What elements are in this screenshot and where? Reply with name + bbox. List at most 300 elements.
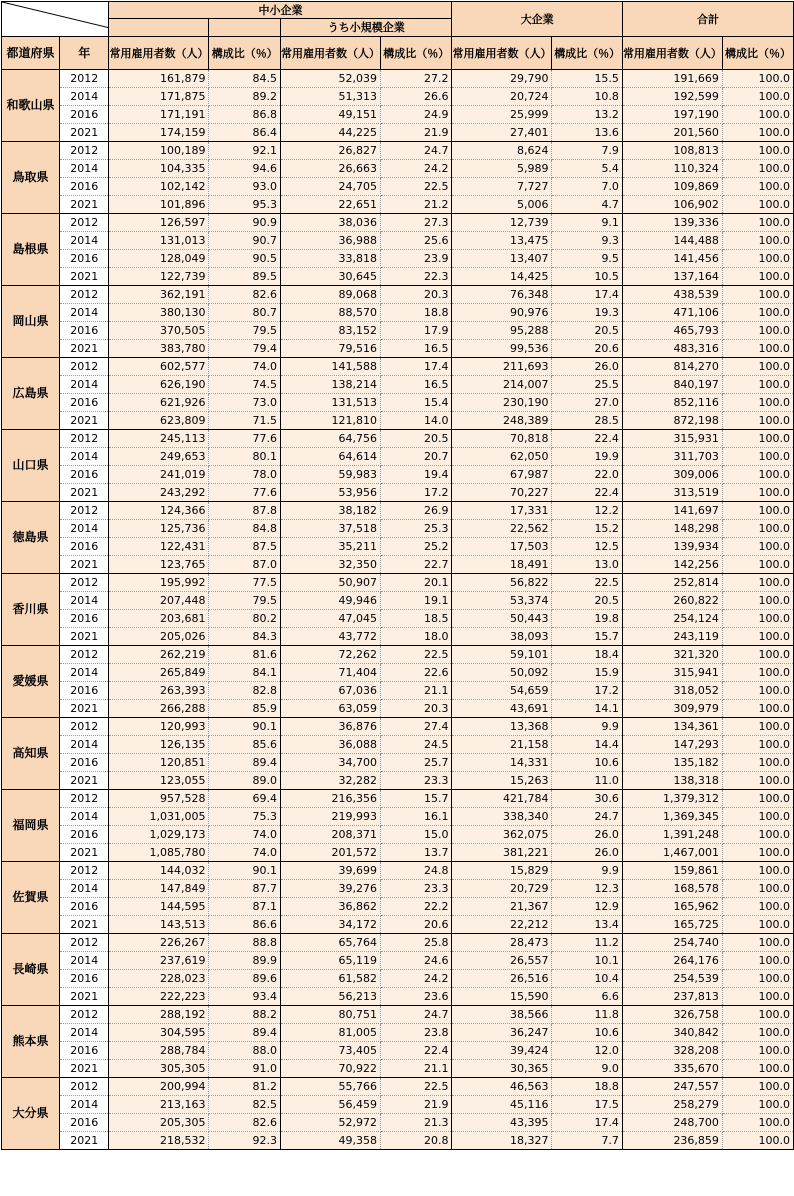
table-header [2,2,794,70]
table-row [2,376,794,394]
sme-ratio-cell: 87.7 [209,880,280,898]
large-ratio-cell: 12.5 [552,538,622,556]
total-employees-cell: 321,320 [622,646,722,664]
small-employees-cell: 38,182 [280,502,380,520]
small-ratio-cell: 22.6 [380,664,451,682]
year-cell: 2016 [60,394,109,412]
total-employees-cell: 197,190 [622,106,722,124]
large-employees-cell: 14,425 [452,268,552,286]
small-ratio-cell: 27.4 [380,718,451,736]
total-ratio-cell: 100.0 [722,610,793,628]
small-ratio-cell: 22.5 [380,1078,451,1096]
sme-ratio-cell: 95.3 [209,196,280,214]
small-employees-cell: 201,572 [280,844,380,862]
sme-ratio-cell: 80.7 [209,304,280,322]
prefecture-name: 山口県 [2,430,60,502]
large-ratio-cell: 15.2 [552,520,622,538]
sme-employees-cell: 249,653 [109,448,209,466]
header-prefecture: 都道府県 [2,37,60,70]
sme-ratio-cell: 84.8 [209,520,280,538]
large-employees-cell: 362,075 [452,826,552,844]
small-ratio-cell: 21.9 [380,124,451,142]
small-employees-cell: 32,350 [280,556,380,574]
total-employees-cell: 1,467,001 [622,844,722,862]
small-employees-cell: 64,756 [280,430,380,448]
total-ratio-cell: 100.0 [722,196,793,214]
table-row [2,304,794,322]
large-employees-cell: 36,247 [452,1024,552,1042]
table-row [2,1024,794,1042]
sme-employees-cell: 122,739 [109,268,209,286]
sme-employees-cell: 147,849 [109,880,209,898]
large-ratio-cell: 26.0 [552,826,622,844]
sme-employees-cell: 305,305 [109,1060,209,1078]
year-cell: 2021 [60,844,109,862]
total-ratio-cell: 100.0 [722,1114,793,1132]
table-row [2,808,794,826]
header-sme-spacer [209,19,280,37]
total-ratio-cell: 100.0 [722,178,793,196]
year-cell: 2016 [60,106,109,124]
table-row [2,430,794,448]
year-cell: 2016 [60,322,109,340]
table-row [2,358,794,376]
total-ratio-cell: 100.0 [722,682,793,700]
sme-employees-cell: 304,595 [109,1024,209,1042]
header-total-employees: 常用雇用者数（人） [622,37,722,70]
sme-ratio-cell: 80.2 [209,610,280,628]
total-employees-cell: 165,962 [622,898,722,916]
total-ratio-cell: 100.0 [722,862,793,880]
large-employees-cell: 7,727 [452,178,552,196]
sme-ratio-cell: 94.6 [209,160,280,178]
prefecture-name: 愛媛県 [2,646,60,718]
sme-employees-cell: 120,851 [109,754,209,772]
year-cell: 2012 [60,286,109,304]
small-ratio-cell: 21.2 [380,196,451,214]
table-row [2,340,794,358]
total-employees-cell: 147,293 [622,736,722,754]
sme-ratio-cell: 77.6 [209,484,280,502]
total-ratio-cell: 100.0 [722,322,793,340]
large-employees-cell: 17,331 [452,502,552,520]
total-employees-cell: 340,842 [622,1024,722,1042]
large-ratio-cell: 11.8 [552,1006,622,1024]
sme-ratio-cell: 89.5 [209,268,280,286]
large-ratio-cell: 19.3 [552,304,622,322]
large-ratio-cell: 12.3 [552,880,622,898]
corner-diagonal [2,2,109,35]
table-row [2,520,794,538]
total-ratio-cell: 100.0 [722,286,793,304]
small-employees-cell: 73,405 [280,1042,380,1060]
sme-ratio-cell: 82.6 [209,286,280,304]
large-employees-cell: 53,374 [452,592,552,610]
year-cell: 2014 [60,160,109,178]
table-row [2,628,794,646]
small-ratio-cell: 24.7 [380,1006,451,1024]
large-employees-cell: 38,093 [452,628,552,646]
year-cell: 2014 [60,592,109,610]
total-employees-cell: 254,740 [622,934,722,952]
large-ratio-cell: 26.0 [552,844,622,862]
large-ratio-cell: 18.8 [552,1078,622,1096]
year-cell: 2016 [60,754,109,772]
sme-ratio-cell: 73.0 [209,394,280,412]
small-employees-cell: 43,772 [280,628,380,646]
total-ratio-cell: 100.0 [722,304,793,322]
small-employees-cell: 81,005 [280,1024,380,1042]
small-employees-cell: 70,922 [280,1060,380,1078]
large-ratio-cell: 30.6 [552,790,622,808]
small-employees-cell: 36,876 [280,718,380,736]
large-employees-cell: 13,368 [452,718,552,736]
large-ratio-cell: 5.4 [552,160,622,178]
small-employees-cell: 65,119 [280,952,380,970]
small-employees-cell: 71,404 [280,664,380,682]
large-ratio-cell: 11.0 [552,772,622,790]
large-ratio-cell: 28.5 [552,412,622,430]
table-row [2,232,794,250]
large-ratio-cell: 10.6 [552,1024,622,1042]
large-ratio-cell: 17.5 [552,1096,622,1114]
sme-ratio-cell: 90.5 [209,250,280,268]
small-ratio-cell: 27.3 [380,214,451,232]
header-sme: 中小企業 [109,2,452,19]
small-employees-cell: 138,214 [280,376,380,394]
year-cell: 2021 [60,556,109,574]
total-employees-cell: 264,176 [622,952,722,970]
table-row [2,952,794,970]
sme-employees-cell: 380,130 [109,304,209,322]
table-row [2,646,794,664]
small-employees-cell: 26,827 [280,142,380,160]
large-employees-cell: 15,590 [452,988,552,1006]
large-ratio-cell: 26.0 [552,358,622,376]
large-ratio-cell: 13.0 [552,556,622,574]
sme-ratio-cell: 86.4 [209,124,280,142]
sme-employees-cell: 245,113 [109,430,209,448]
table-row [2,988,794,1006]
header-total: 合計 [622,2,793,37]
year-cell: 2014 [60,952,109,970]
header-sme-spacer [109,19,209,37]
large-ratio-cell: 14.4 [552,736,622,754]
sme-employees-cell: 1,029,173 [109,826,209,844]
year-cell: 2016 [60,1114,109,1132]
total-employees-cell: 465,793 [622,322,722,340]
small-ratio-cell: 21.3 [380,1114,451,1132]
small-ratio-cell: 16.5 [380,340,451,358]
sme-employees-cell: 104,335 [109,160,209,178]
sme-employees-cell: 126,135 [109,736,209,754]
small-employees-cell: 121,810 [280,412,380,430]
large-employees-cell: 76,348 [452,286,552,304]
small-employees-cell: 63,059 [280,700,380,718]
large-ratio-cell: 15.7 [552,628,622,646]
table-row [2,1132,794,1150]
total-employees-cell: 243,119 [622,628,722,646]
large-employees-cell: 99,536 [452,340,552,358]
total-ratio-cell: 100.0 [722,448,793,466]
year-cell: 2016 [60,826,109,844]
sme-employees-cell: 143,513 [109,916,209,934]
small-ratio-cell: 25.6 [380,232,451,250]
sme-employees-cell: 383,780 [109,340,209,358]
total-employees-cell: 139,934 [622,538,722,556]
sme-employees-cell: 126,597 [109,214,209,232]
sme-ratio-cell: 84.3 [209,628,280,646]
sme-ratio-cell: 88.2 [209,1006,280,1024]
sme-employees-cell: 100,189 [109,142,209,160]
total-ratio-cell: 100.0 [722,1006,793,1024]
table-row [2,178,794,196]
table-row [2,700,794,718]
large-employees-cell: 338,340 [452,808,552,826]
table-row [2,268,794,286]
small-employees-cell: 44,225 [280,124,380,142]
sme-employees-cell: 262,219 [109,646,209,664]
year-cell: 2021 [60,1060,109,1078]
total-ratio-cell: 100.0 [722,556,793,574]
prefecture-name: 香川県 [2,574,60,646]
total-employees-cell: 168,578 [622,880,722,898]
total-employees-cell: 142,256 [622,556,722,574]
sme-ratio-cell: 89.6 [209,970,280,988]
total-employees-cell: 159,861 [622,862,722,880]
year-cell: 2014 [60,376,109,394]
sme-ratio-cell: 80.1 [209,448,280,466]
large-ratio-cell: 7.9 [552,142,622,160]
table-row [2,556,794,574]
total-employees-cell: 328,208 [622,1042,722,1060]
sme-employees-cell: 213,163 [109,1096,209,1114]
large-ratio-cell: 12.0 [552,1042,622,1060]
large-ratio-cell: 10.5 [552,268,622,286]
header-small-employees: 常用雇用者数（人） [280,37,380,70]
large-ratio-cell: 15.9 [552,664,622,682]
large-ratio-cell: 17.2 [552,682,622,700]
total-employees-cell: 254,124 [622,610,722,628]
small-employees-cell: 36,862 [280,898,380,916]
small-employees-cell: 208,371 [280,826,380,844]
table-row [2,970,794,988]
prefecture-name: 佐賀県 [2,862,60,934]
sme-employees-cell: 205,026 [109,628,209,646]
total-employees-cell: 1,369,345 [622,808,722,826]
year-cell: 2014 [60,880,109,898]
sme-employees-cell: 101,896 [109,196,209,214]
sme-employees-cell: 222,223 [109,988,209,1006]
sme-employees-cell: 125,736 [109,520,209,538]
large-ratio-cell: 4.7 [552,196,622,214]
sme-ratio-cell: 69.4 [209,790,280,808]
small-ratio-cell: 16.1 [380,808,451,826]
year-cell: 2021 [60,124,109,142]
total-ratio-cell: 100.0 [722,394,793,412]
large-employees-cell: 59,101 [452,646,552,664]
total-employees-cell: 134,361 [622,718,722,736]
year-cell: 2021 [60,412,109,430]
total-employees-cell: 144,488 [622,232,722,250]
table-row [2,538,794,556]
large-ratio-cell: 9.1 [552,214,622,232]
total-ratio-cell: 100.0 [722,520,793,538]
table-row [2,466,794,484]
large-ratio-cell: 10.6 [552,754,622,772]
table-row [2,160,794,178]
large-employees-cell: 56,822 [452,574,552,592]
large-ratio-cell: 12.9 [552,898,622,916]
large-employees-cell: 43,395 [452,1114,552,1132]
small-ratio-cell: 22.3 [380,268,451,286]
table-row [2,844,794,862]
table-row [2,88,794,106]
large-employees-cell: 46,563 [452,1078,552,1096]
total-ratio-cell: 100.0 [722,592,793,610]
large-ratio-cell: 13.2 [552,106,622,124]
large-ratio-cell: 22.4 [552,430,622,448]
year-cell: 2016 [60,250,109,268]
total-ratio-cell: 100.0 [722,430,793,448]
total-employees-cell: 438,539 [622,286,722,304]
year-cell: 2014 [60,448,109,466]
table-row [2,394,794,412]
table-row [2,826,794,844]
large-employees-cell: 15,263 [452,772,552,790]
small-employees-cell: 35,211 [280,538,380,556]
large-employees-cell: 14,331 [452,754,552,772]
small-ratio-cell: 24.8 [380,862,451,880]
small-employees-cell: 37,518 [280,520,380,538]
total-ratio-cell: 100.0 [722,934,793,952]
total-ratio-cell: 100.0 [722,574,793,592]
total-ratio-cell: 100.0 [722,88,793,106]
small-employees-cell: 79,516 [280,340,380,358]
total-ratio-cell: 100.0 [722,880,793,898]
small-ratio-cell: 23.3 [380,772,451,790]
small-ratio-cell: 26.9 [380,502,451,520]
large-employees-cell: 18,491 [452,556,552,574]
large-ratio-cell: 9.5 [552,250,622,268]
total-employees-cell: 165,725 [622,916,722,934]
sme-ratio-cell: 89.9 [209,952,280,970]
total-ratio-cell: 100.0 [722,502,793,520]
sme-employees-cell: 171,191 [109,106,209,124]
total-employees-cell: 260,822 [622,592,722,610]
year-cell: 2016 [60,538,109,556]
small-employees-cell: 64,614 [280,448,380,466]
sme-ratio-cell: 86.6 [209,916,280,934]
small-employees-cell: 24,705 [280,178,380,196]
small-employees-cell: 39,276 [280,880,380,898]
large-ratio-cell: 14.1 [552,700,622,718]
large-employees-cell: 25,999 [452,106,552,124]
sme-ratio-cell: 85.9 [209,700,280,718]
year-cell: 2016 [60,682,109,700]
sme-ratio-cell: 82.6 [209,1114,280,1132]
total-ratio-cell: 100.0 [722,772,793,790]
header-year: 年 [60,37,109,70]
small-ratio-cell: 24.7 [380,142,451,160]
large-ratio-cell: 9.3 [552,232,622,250]
table-row [2,898,794,916]
small-employees-cell: 49,358 [280,1132,380,1150]
total-employees-cell: 309,006 [622,466,722,484]
large-ratio-cell: 7.7 [552,1132,622,1150]
small-employees-cell: 55,766 [280,1078,380,1096]
year-cell: 2014 [60,520,109,538]
sme-employees-cell: 205,305 [109,1114,209,1132]
total-ratio-cell: 100.0 [722,340,793,358]
sme-ratio-cell: 77.5 [209,574,280,592]
total-employees-cell: 254,539 [622,970,722,988]
sme-ratio-cell: 74.0 [209,826,280,844]
small-ratio-cell: 22.5 [380,646,451,664]
total-ratio-cell: 100.0 [722,952,793,970]
header-sme-employees: 常用雇用者数（人） [109,37,209,70]
small-employees-cell: 216,356 [280,790,380,808]
total-ratio-cell: 100.0 [722,214,793,232]
sme-ratio-cell: 87.1 [209,898,280,916]
large-ratio-cell: 25.5 [552,376,622,394]
table-row [2,196,794,214]
large-employees-cell: 17,503 [452,538,552,556]
sme-ratio-cell: 84.1 [209,664,280,682]
small-ratio-cell: 22.4 [380,1042,451,1060]
large-employees-cell: 21,367 [452,898,552,916]
large-employees-cell: 248,389 [452,412,552,430]
year-cell: 2012 [60,502,109,520]
small-ratio-cell: 22.7 [380,556,451,574]
small-ratio-cell: 20.1 [380,574,451,592]
small-ratio-cell: 25.7 [380,754,451,772]
total-ratio-cell: 100.0 [722,664,793,682]
total-employees-cell: 326,758 [622,1006,722,1024]
total-ratio-cell: 100.0 [722,988,793,1006]
small-employees-cell: 56,459 [280,1096,380,1114]
sme-employees-cell: 237,619 [109,952,209,970]
total-employees-cell: 335,670 [622,1060,722,1078]
large-employees-cell: 39,424 [452,1042,552,1060]
total-employees-cell: 471,106 [622,304,722,322]
small-ratio-cell: 15.4 [380,394,451,412]
sme-employees-cell: 120,993 [109,718,209,736]
small-ratio-cell: 16.5 [380,376,451,394]
large-employees-cell: 95,288 [452,322,552,340]
small-ratio-cell: 17.4 [380,358,451,376]
header-small-ratio: 構成比（％） [380,37,451,70]
year-cell: 2021 [60,1132,109,1150]
large-employees-cell: 5,006 [452,196,552,214]
sme-employees-cell: 195,992 [109,574,209,592]
table-row [2,214,794,232]
sme-ratio-cell: 74.5 [209,376,280,394]
year-cell: 2014 [60,304,109,322]
small-employees-cell: 67,036 [280,682,380,700]
year-cell: 2016 [60,610,109,628]
total-ratio-cell: 100.0 [722,412,793,430]
small-ratio-cell: 24.5 [380,736,451,754]
total-ratio-cell: 100.0 [722,1078,793,1096]
total-employees-cell: 872,198 [622,412,722,430]
total-ratio-cell: 100.0 [722,250,793,268]
prefecture-name: 大分県 [2,1078,60,1150]
total-ratio-cell: 100.0 [722,1042,793,1060]
sme-employees-cell: 626,190 [109,376,209,394]
year-cell: 2012 [60,718,109,736]
small-employees-cell: 36,088 [280,736,380,754]
